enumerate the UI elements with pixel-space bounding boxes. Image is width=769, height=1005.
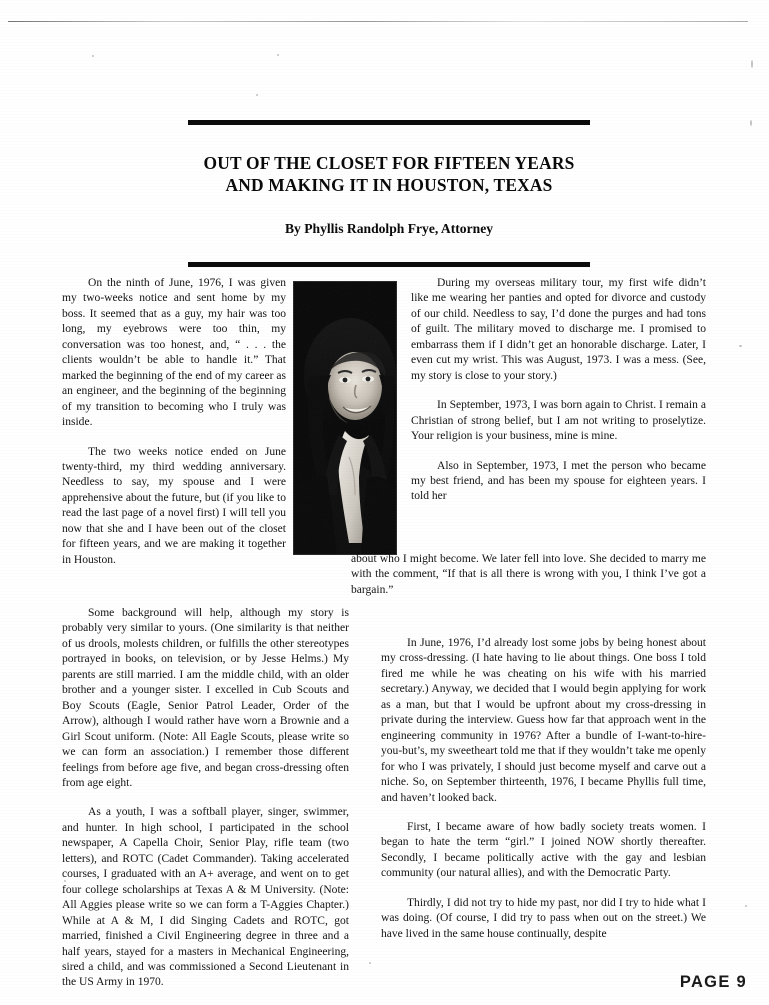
paragraph: The two weeks notice ended on June twenty-third, my third wedding anniversary. Needless to say, my spouse and I were apprehensive about the future, but (if you like to read the last page of a novel first) I will tell you now that she and I have been out of the closet for fifteen years, and we are making it together in Houston.	[62, 445, 286, 566]
paragraph: First, I became aware of how badly society treats women. I began to hate the term “girl.” I joined NOW shortly thereafter. Secondly, I became politically active with the gay and lesbian community (our natural allies), and with the Democratic Party.	[381, 820, 706, 880]
rule-bottom	[188, 262, 590, 267]
scan-speck	[277, 54, 279, 56]
page-number-footer: PAGE 9	[679, 973, 747, 991]
right-column-wrap	[351, 552, 706, 612]
author-portrait-photo	[293, 281, 397, 555]
paragraph: Also in September, 1973, I met the person who became my best friend, and has been my spouse for eighteen years. I told her	[411, 459, 706, 503]
paragraph: Thirdly, I did not try to hide my past, nor did I try to hide what I was doing. (Of course, I did try to pass when out on the street.) We have lived in the same house continually, despite	[381, 896, 706, 940]
paragraph: As a youth, I was a softball player, singer, swimmer, and hunter. In high school, I participated in the school newspaper, A Capella Choir, Senior Play, rifle team (two letters), and ROTC (Cadet Commander). Taking accelerated courses, I graduated with an A+ average, and went on to get four college scholarships at Texas A & M University. (Note: All Aggies please write so we can form a T-Aggies Chapter.) While at A & M, I did Singing Cadets and ROTC, got married, finished a Civil Engineering degree in three and a half years, stayed for a masters in Mechanical Engineering, sired a child, and was commissioned a Second Lieutenant in the US Army in 1970.	[62, 806, 349, 989]
scan-speck	[369, 962, 371, 964]
left-column-top	[62, 276, 286, 582]
scan-speck	[92, 55, 94, 57]
page-title	[188, 152, 590, 196]
scan-speck	[745, 905, 747, 907]
paragraph: about who I might become. We later fell into love. She decided to marry me with the comment, “If that is all there is wrong with you, I think I’ve got a bargain.”	[351, 553, 706, 596]
paragraph: In September, 1973, I was born again to Christ. I remain a Christian of strong belief, but I am not writing to proselytize. Your religion is your business, mine is mine.	[411, 399, 706, 443]
left-column-lower	[62, 606, 349, 1005]
right-column-lower	[381, 636, 706, 956]
title-block	[188, 125, 590, 237]
article-masthead	[188, 120, 590, 267]
page-title-line-1: OUT OF THE CLOSET FOR FIFTEEN YEARS	[203, 153, 575, 173]
paragraph: Some background will help, although my story is probably very similar to yours. (One similarity is that neither of us drools, molests children, or fulfills the other stereotypes portrayed in books, on television, or by Jesse Helms.) My parents are still married. I am the middle child, with an older brother and a younger sister. I excelled in Cub Scouts and Boy Scouts (Eagle, Senior Patrol Leader, Order of the Arrow), although I would rather have worn a Brownie and a Girl Scout uniform. (Note: All Eagle Scouts, please write so we can form an association.) I remember those different feelings from before age five, and began cross-dressing often from age eight.	[62, 607, 349, 789]
scan-speck	[751, 60, 753, 68]
scan-speck	[739, 345, 742, 347]
page-title-line-2: AND MAKING IT IN HOUSTON, TEXAS	[225, 175, 553, 195]
byline: By Phyllis Randolph Frye, Attorney	[284, 221, 494, 236]
paragraph: On the ninth of June, 1976, I was given my two-weeks notice and sent home by my boss. It seemed that as a guy, my hair was too long, my eyebrows were too thin, my conversation was too honest, and, “ . . . the clients wouldn’t be able to handle it.” That marked the beginning of the end of my career as an engineer, and the beginning of the beginning of my transition to becoming who I truly was inside.	[62, 277, 286, 429]
scan-speck	[750, 120, 752, 126]
paragraph: In June, 1976, I’d already lost some jobs by being honest about my cross-dressing. (I hate having to lie about things. One boss I told fired me while he was cheating on his wife with his married secretary.) Anyway, we decided that I would begin applying for work as a man, but that I would be upfront about my cross-dressing in private during the interview. Guess how far that approach went in the engineering community in 1976? After a bundle of I-want-to-hire-you-but’s, my sweetheart told me that if they wouldn’t take me openly for who I was privately, I should just become myself and carve out a niche. So, on September thirteenth, 1976, I became Phyllis full time, and haven’t looked back.	[381, 637, 706, 804]
scan-artifact-line	[8, 21, 748, 22]
photo-frame-edge	[293, 281, 397, 555]
paragraph: During my overseas military tour, my first wife didn’t like me wearing her panties and opted for divorce and custody of our child. Needless to say, I’d done the purges and had tons of guilt. The military moved to discharge me. I promised to embarrass them if I didn’t get an honorable discharge. Later, I even cut my wrist. This was August, 1973. I was a mess. (See, my story is close to your story.)	[411, 277, 706, 382]
right-column-top	[411, 276, 706, 519]
scan-speck	[256, 94, 258, 96]
